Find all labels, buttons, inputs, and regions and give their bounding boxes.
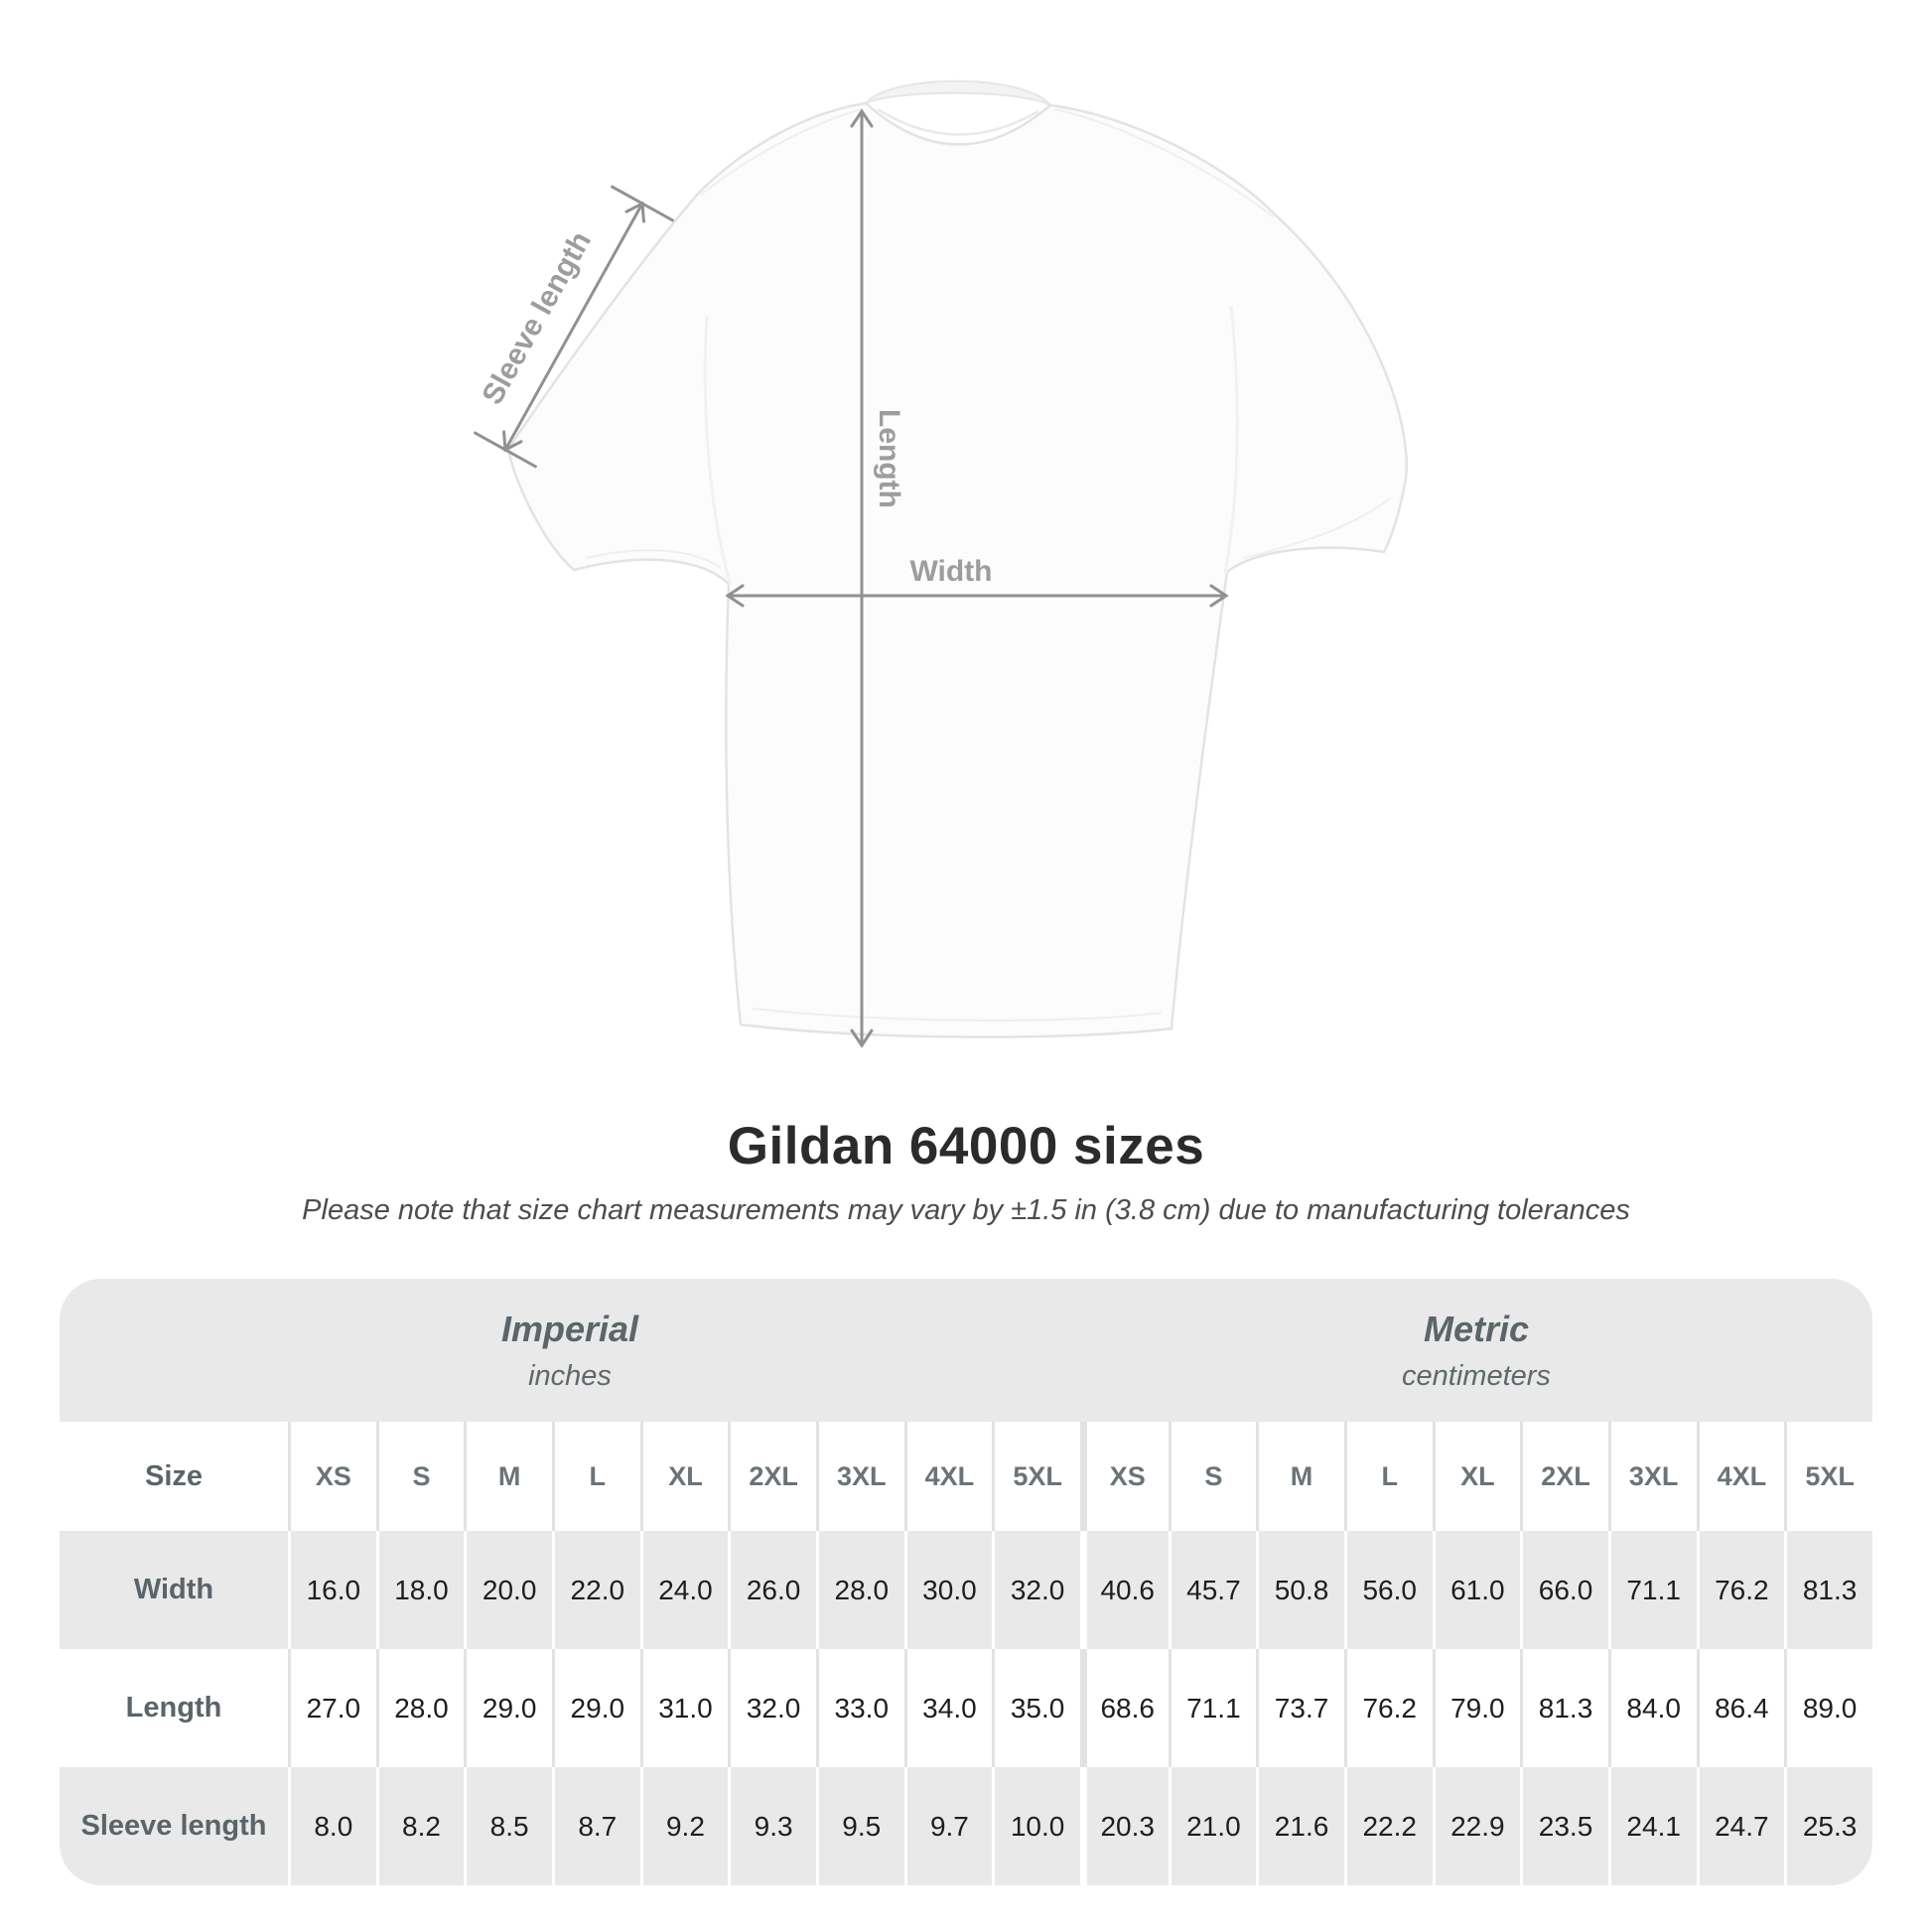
table-cell: 21.0 xyxy=(1169,1767,1257,1885)
table-cell: 22.9 xyxy=(1433,1767,1521,1885)
table-cell: 8.2 xyxy=(376,1767,465,1885)
size-column-header: L xyxy=(552,1422,640,1531)
table-cell: 26.0 xyxy=(728,1531,816,1649)
size-column-header: M xyxy=(1256,1422,1344,1531)
table-cell: 9.3 xyxy=(728,1767,816,1885)
table-cell: 81.3 xyxy=(1784,1531,1872,1649)
table-cell: 10.0 xyxy=(992,1767,1080,1885)
size-column-header: S xyxy=(376,1422,465,1531)
sleeve-length-label: Sleeve length xyxy=(476,225,599,410)
table-cell: 32.0 xyxy=(992,1531,1080,1649)
table-cell: 9.2 xyxy=(640,1767,729,1885)
imperial-header xyxy=(60,1279,1080,1422)
size-column-header: 3XL xyxy=(816,1422,904,1531)
table-cell: 30.0 xyxy=(904,1531,993,1649)
table-cell: 8.0 xyxy=(288,1767,376,1885)
page-title: Gildan 64000 sizes xyxy=(727,1117,1205,1175)
size-column-header: 4XL xyxy=(904,1422,993,1531)
table-cell: 8.7 xyxy=(552,1767,640,1885)
table-cell: 32.0 xyxy=(728,1649,816,1767)
table-cell: 50.8 xyxy=(1256,1531,1344,1649)
table-cell: 68.6 xyxy=(1080,1649,1169,1767)
table-cell: 40.6 xyxy=(1080,1531,1169,1649)
table-cell: 29.0 xyxy=(464,1649,552,1767)
table-cell: 25.3 xyxy=(1784,1767,1872,1885)
measurements-table xyxy=(60,1422,1872,1885)
size-corner-label: Size xyxy=(144,1459,204,1492)
table-cell: 79.0 xyxy=(1433,1649,1521,1767)
table-row xyxy=(60,1649,1872,1767)
table-cell: 18.0 xyxy=(376,1531,465,1649)
table-row xyxy=(60,1531,1872,1649)
table-cell: 27.0 xyxy=(288,1649,376,1767)
size-column-header: 4XL xyxy=(1697,1422,1785,1531)
table-cell: 31.0 xyxy=(640,1649,729,1767)
row-label: Sleeve length xyxy=(80,1810,267,1842)
size-column-header: XS xyxy=(1080,1422,1169,1531)
table-cell: 24.0 xyxy=(640,1531,729,1649)
table-row xyxy=(60,1767,1872,1885)
size-column-header: 3XL xyxy=(1608,1422,1697,1531)
table-cell: 9.7 xyxy=(904,1767,993,1885)
table-cell: 89.0 xyxy=(1784,1649,1872,1767)
table-cell: 34.0 xyxy=(904,1649,993,1767)
size-column-header: XL xyxy=(1433,1422,1521,1531)
table-cell: 16.0 xyxy=(288,1531,376,1649)
size-table xyxy=(60,1279,1872,1885)
table-cell: 33.0 xyxy=(816,1649,904,1767)
row-label: Length xyxy=(125,1692,222,1724)
size-column-header: XL xyxy=(640,1422,729,1531)
unit-group-header xyxy=(60,1279,1872,1422)
table-cell: 35.0 xyxy=(992,1649,1080,1767)
imperial-unit: inches xyxy=(528,1359,612,1392)
size-column-header: 2XL xyxy=(728,1422,816,1531)
metric-unit: centimeters xyxy=(1402,1359,1551,1392)
size-column-header: XS xyxy=(288,1422,376,1531)
size-column-header: 5XL xyxy=(1784,1422,1872,1531)
table-cell: 81.3 xyxy=(1520,1649,1608,1767)
table-cell: 84.0 xyxy=(1608,1649,1697,1767)
size-column-header: 5XL xyxy=(992,1422,1080,1531)
title-block xyxy=(0,1116,1932,1227)
size-header-row xyxy=(60,1422,1872,1531)
table-cell: 66.0 xyxy=(1520,1531,1608,1649)
table-cell: 73.7 xyxy=(1256,1649,1344,1767)
size-column-header: M xyxy=(464,1422,552,1531)
table-cell: 71.1 xyxy=(1169,1649,1257,1767)
table-cell: 76.2 xyxy=(1344,1649,1433,1767)
size-column-header: L xyxy=(1344,1422,1433,1531)
table-cell: 76.2 xyxy=(1697,1531,1785,1649)
table-cell: 20.3 xyxy=(1080,1767,1169,1885)
table-cell: 22.2 xyxy=(1344,1767,1433,1885)
table-cell: 45.7 xyxy=(1169,1531,1257,1649)
metric-header xyxy=(1080,1279,1872,1422)
tolerance-note: Please note that size chart measurements may vary by ±1.5 in (3.8 cm) due to manufacturing tolerances xyxy=(302,1194,1630,1226)
table-cell: 28.0 xyxy=(816,1531,904,1649)
table-cell: 9.5 xyxy=(816,1767,904,1885)
table-cell: 21.6 xyxy=(1256,1767,1344,1885)
table-cell: 22.0 xyxy=(552,1531,640,1649)
size-column-header: S xyxy=(1169,1422,1257,1531)
table-cell: 56.0 xyxy=(1344,1531,1433,1649)
row-label: Width xyxy=(133,1574,214,1605)
table-cell: 29.0 xyxy=(552,1649,640,1767)
width-label: Width xyxy=(909,555,993,588)
table-cell: 24.7 xyxy=(1697,1767,1785,1885)
table-cell: 23.5 xyxy=(1520,1767,1608,1885)
metric-title: Metric xyxy=(1423,1308,1530,1349)
table-cell: 28.0 xyxy=(376,1649,465,1767)
table-cell: 8.5 xyxy=(464,1767,552,1885)
table-cell: 71.1 xyxy=(1608,1531,1697,1649)
table-cell: 24.1 xyxy=(1608,1767,1697,1885)
length-label: Length xyxy=(873,409,905,508)
table-cell: 86.4 xyxy=(1697,1649,1785,1767)
table-cell: 20.0 xyxy=(464,1531,552,1649)
tshirt-back-collar xyxy=(866,81,1050,105)
size-column-header: 2XL xyxy=(1520,1422,1608,1531)
table-cell: 61.0 xyxy=(1433,1531,1521,1649)
imperial-title: Imperial xyxy=(500,1308,639,1349)
